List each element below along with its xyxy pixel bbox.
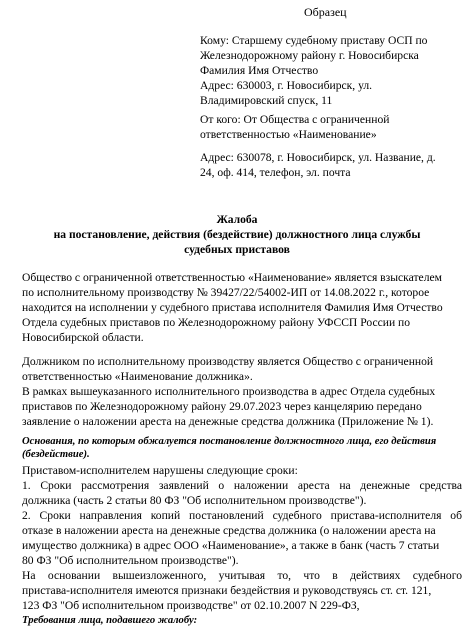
paragraph-line: приставов по Железнодорожному району 29.07.2023 через канцелярию передано [22, 400, 422, 413]
addressee-line: Адрес: 630003, г. Новосибирск, ул. [200, 79, 373, 92]
sender-address-line: 24, оф. 414, телефон, эл. почта [200, 166, 351, 179]
sender-address-line: Адрес: 630078, г. Новосибирск, ул. Название, д. [200, 151, 436, 164]
grounds-line: 1. Сроки рассмотрения заявлений о наложении ареста на денежные средства [22, 479, 462, 492]
sender-line: ответственностью «Наименование» [200, 128, 377, 141]
addressee-line: Фамилия Имя Отчество [200, 64, 319, 77]
requirements-heading: Требования лица, подавшего жалобу: [22, 615, 198, 626]
grounds-heading: Основания, по которым обжалуется постановление должностного лица, его действия [22, 436, 437, 447]
paragraph-line: В рамках вышеуказанного исполнительного производства в адрес Отдела судебных [22, 385, 436, 398]
grounds-line: 80 ФЗ "Об исполнительном производстве"). [22, 554, 239, 567]
sender-line: От кого: От Общества с ограниченной [200, 113, 390, 126]
sample-label: Образец [304, 5, 347, 19]
addressee-line: Железнодорожному району г. Новосибирска [200, 49, 419, 62]
paragraph-line: Отдела судебных приставов по Железнодорожному району УФССП России по [22, 316, 411, 329]
grounds-line: 123 ФЗ "Об исполнительном производстве" от 02.10.2007 N 229-ФЗ, [22, 599, 360, 612]
paragraph-line: Должником по исполнительному производству является Общество с ограниченной [22, 355, 434, 368]
paragraph-line: заявление о наложении ареста на денежные средства должника (Приложение № 1). [22, 415, 434, 428]
grounds-line: должника (часть 2 статьи 80 ФЗ "Об исполнительном производстве"). [22, 494, 367, 507]
paragraph-line: Новосибирской области. [22, 331, 144, 344]
addressee-line: Кому: Старшему судебному приставу ОСП по [200, 34, 428, 47]
complaint-title: Жалоба [216, 213, 258, 226]
grounds-line: Приставом-исполнителем нарушены следующие сроки: [22, 464, 298, 477]
grounds-line: На основании вышеизложенного, учитывая то, что в действиях судебного [22, 569, 462, 582]
grounds-line: имущество должника) в адрес ООО «Наименование», а также в банк (часть 7 статьи [22, 539, 440, 552]
paragraph-line: Общество с ограниченной ответственностью «Наименование» является взыскателем [22, 271, 442, 284]
grounds-line: 2. Сроки направления копий постановлений судебного пристава-исполнителя об [22, 509, 462, 522]
paragraph-line: находится на исполнении у судебного пристава исполнителя Фамилия Имя Отчество [22, 301, 443, 314]
addressee-line: Владимировский спуск, 11 [200, 94, 333, 107]
paragraph-line: по исполнительному производству № 39427/22/54002-ИП от 14.08.2022 г., которое [22, 286, 430, 299]
paragraph-line: ответственностью «Наименование должника». [22, 370, 253, 383]
complaint-subtitle: на постановление, действия (бездействие) должностного лица службы [53, 228, 421, 241]
grounds-line: пристава-исполнителя имеются признаки бездействия и руководствуясь ст. ст. 121, [22, 584, 432, 597]
grounds-heading: (бездействие). [22, 449, 90, 460]
grounds-line: отказе в наложении ареста на денежные средства должника (о наложении ареста на [22, 524, 436, 537]
complaint-subtitle: судебных приставов [184, 243, 290, 256]
